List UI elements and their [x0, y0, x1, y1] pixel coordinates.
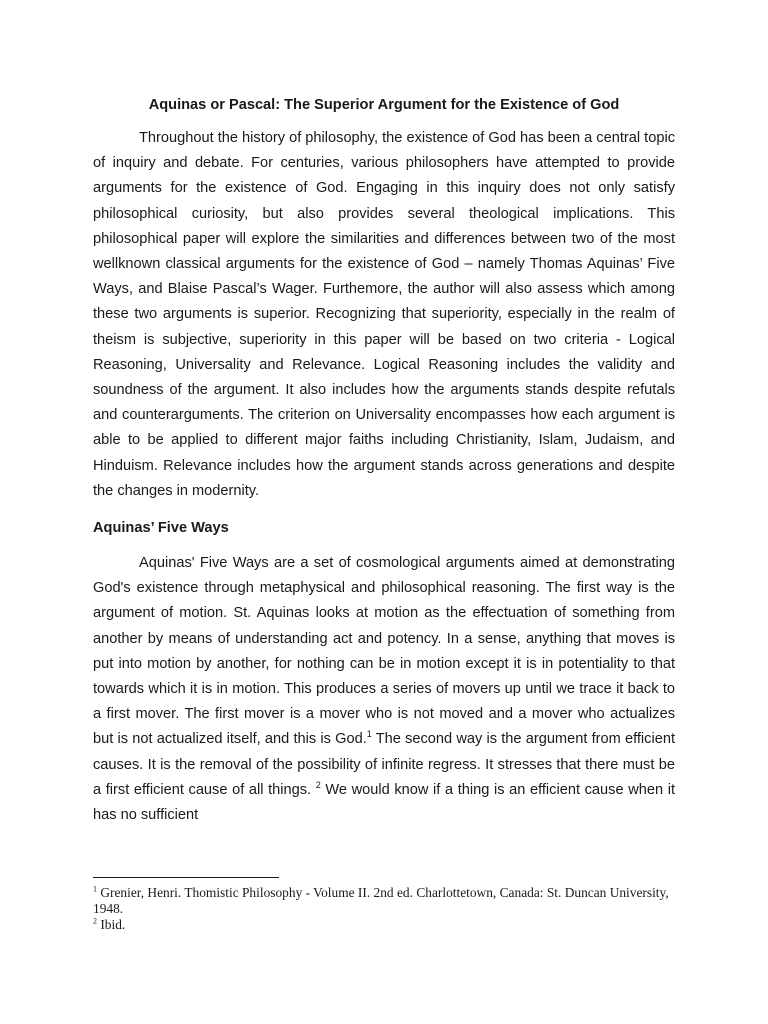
footnote-2 [93, 917, 675, 933]
footnote-text-2: Ibid. [97, 917, 126, 932]
footnotes [93, 877, 675, 933]
footnote-mark-2: 2 [93, 916, 97, 926]
footnote-1 [93, 885, 675, 917]
intro-paragraph: Throughout the history of philosophy, the existence of God has been a central topic of inquiry and debate. For centuries, various philosophers have attempted to provide arguments for the existence of God. Engaging in this inquiry does not only satisfy philosophical curiosity, but also provides several theological implications. This philosophical paper will explore the similarities and differences between two of the most wellknown classical arguments for the existence of God – namely Thomas Aquinas’ Five Ways, and Blaise Pascal’s Wager. Furthemore, the author will also assess which among these two arguments is superior. Recognizing that superiority, especially in the realm of theism is subjective, superiority in this paper will be based on two criteria - Logical Reasoning, Universality and Relevance. Logical Reasoning includes the validity and soundness of the argument. It also includes how the arguments stands despite refutals and counterarguments. The criterion on Universality encompasses how each argument is able to be applied to different major faiths including Christianity, Islam, Judaism, and Hinduism. Relevance includes how the argument stands across generations and despite the changes in modernity. [93, 130, 675, 499]
section-heading: Aquinas’ Five Ways [93, 520, 229, 537]
section-paragraph-text-3: We would know if a thing is an efficient cause when it has no sufficient [93, 781, 675, 824]
footnote-mark-1: 1 [93, 884, 97, 894]
section-paragraph [93, 551, 675, 828]
section-paragraph-text-2: The second way is the argument from efficient causes. It is the removal of the possibility of infinite regress. It stresses that there must be a first efficient cause of all things. [93, 731, 675, 798]
footnote-ref-2[interactable]: 2 [315, 780, 321, 791]
footnote-ref-1[interactable]: 1 [366, 729, 372, 740]
document-title: Aquinas or Pascal: The Superior Argument for the Existence of God [148, 97, 620, 113]
section-paragraph-text-1: Aquinas' Five Ways are a set of cosmological arguments aimed at demonstrating God's existence through metaphysical and philosophical reasoning. The first way is the argument of motion. St. Aquinas looks at motion as the effectuation of something from another by means of understanding act and potency. In a sense, anything that moves is put into motion by another, for nothing can be in motion except it is in potentiality to that towards which it is in motion. This produces a series of movers up until we trace it back to a first mover. The first mover is a mover who is not moved and a mover who actualizes but is not actualized itself, and this is God. [93, 555, 675, 748]
footnote-separator [93, 877, 279, 878]
footnote-text-1: Grenier, Henri. Thomistic Philosophy - Volume II. 2nd ed. Charlottetown, Canada: St. Duncan University, 1948. [93, 885, 669, 916]
